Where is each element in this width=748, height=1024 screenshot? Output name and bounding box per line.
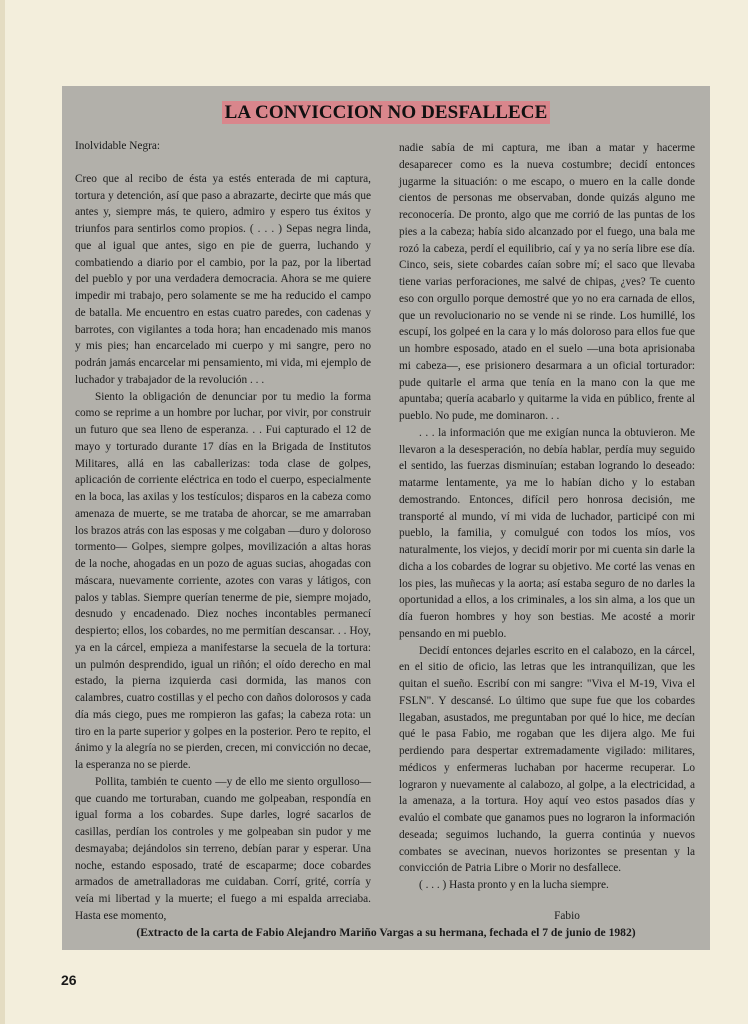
page-edge bbox=[0, 0, 5, 1024]
paragraph: Creo que al recibo de ésta ya estés enterada de mi captura, tortura y detención, así que paso a abrazarte, decirte que más que antes y, siempre más, te quiero, admiro y espero tus éxitos y triunfos para sentirlos como propios. ( . . . ) Sepas negra linda, que al igual que antes, sigo en pie de guerra, luchando y combatiendo a diario por el cambio, por la paz, por la libertad del pueblo y por una verdadera democracia. Ahora se me quiere impedir mi trabajo, pero solamente se me ha reducido el campo de batalla. Me encuentro en estas cuatro paredes, con cadenas y barrotes, con vigilantes a toda hora; han encadenado mis manos y mis pies; han encarcelado mi cuerpo y mi sangre, pero no podrán jamás encarcelar mi pensamiento, mi vida, mi ejemplo de luchador y trabajador de la revolución . . . bbox=[75, 172, 371, 386]
paragraph: . . . la información que me exigían nunca la obtuvieron. Me llevaron a la desesperación, no debía hablar, perdía muy seguido el sentido, las fuerzas disminuían; estaban logrando lo deseado: matarme lentamente, ya me lo habían dicho y lo estaban demostrando. Entonces, difícil pero honrosa decisión, me transporté al mundo, ví mi vida de luchador, participé con mi pueblo, la familia, y comulgué con todos los míos, vos naturalmente, los viejos, y decidí morir por mi cuenta sin darle la dicha a los cobardes de lograr su objetivo. Me corté las venas en los pies, las muñecas y la aorta; así estaba seguro de no darles la oportunidad a ellos, a los criminales, a los sin alma, a los que un día fueron hombres y hoy son bestias. Me acosté a morir pensando en mi pueblo. bbox=[399, 426, 695, 640]
signature: Fabio bbox=[554, 909, 580, 922]
paragraph: Pollita, también te cuento —y de ello me siento orgulloso— que cuando me torturaban, cuando me golpeaban, respondía en igual forma a los cobardes. Supe darles, logré sacarlos de casillas, perdían los controles y me golpeaban sin pudor y me desmayaba; dejándolos sin terreno, debían parar y esperar. Una noche, estando esposado, traté de escaparme; doce cobardes armados de ametralladoras me cuidaban. Corrí, grité, corría y veía mi libertad y la muerte; el fuego a mi espalda arreciaba. Hasta ese momento, bbox=[75, 775, 371, 922]
left-column bbox=[75, 138, 371, 925]
article-title-text: LA CONVICCION NO DESFALLECE bbox=[222, 101, 551, 124]
article-panel bbox=[62, 86, 710, 950]
salutation: Inolvidable Negra: bbox=[75, 140, 161, 152]
paragraph: ( . . . ) Hasta pronto y en la lucha siempre. bbox=[419, 879, 609, 891]
right-column bbox=[399, 140, 695, 925]
paragraph: nadie sabía de mi captura, me iban a matar y hacerme desaparecer como es la nueva costumbre; decidí entonces jugarme la situación: o me escapo, o muero en la calle donde cientos de personas me observaban, donde quizás alguno me reconocería. De pronto, algo que me corrió de las puntas de los pies a la cabeza; había sido alcanzado por el fuego, una bala me rozó la cabeza, perdí el equilibrio, caí y ya no sería libre ese día. Cinco, seis, siete cobardes caían sobre mí; el saco que llevaba tiene varias perforaciones, me salvé de chipas, ¿ves? Te cuento eso con orgullo porque demostré que yo no era carnada de ellos, que un revolucionario no se vende ni se rinde. Los humillé, los escupí, los golpeé en la cara y lo más doloroso para ellos fue que un hombre esposado, atado en el suelo —una bota aprisionaba mi cabeza—, ese prisionero desarmara a un oficial torturador: pude quitarle el arma que tenía en la mano con la que me apuntaba; quería acabarlo y quitarme la vida en público, frente al pueblo. No pude, me dominaron. . . bbox=[399, 142, 695, 422]
paragraph: Decidí entonces dejarles escrito en el calabozo, en la cárcel, en el sitio de oficio, las letras que les intranquilizan, que les quitan el sueño. Escribí con mi sangre: "Viva el M-19, Viva el FSLN". Y descansé. Lo último que supe fue que los cobardes llegaban, asustados, me preguntaban por qué lo hice, me decían qué le pasa Fabio, me rogaban que les dijera algo. Me fui perdiendo para despertar extremadamente vigilado: militares, médicos y enfermeras luchaban por hacerme recuperar. Lo lograron y nuevamente al calabozo, al golpe, a la electricidad, a la amenaza, a la tortura. Hoy aquí veo estos pasados días y evalúo el combate que ganamos pues no lograron la información deseada; seguimos luchando, la guerra continúa y nuevos combates se avecinan, nuevos horizontes se presentan y la convicción de Patria Libre o Morir no desfallece. bbox=[399, 644, 695, 875]
article-title bbox=[62, 102, 710, 124]
page-number: 26 bbox=[61, 972, 77, 988]
source-note: (Extracto de la carta de Fabio Alejandro Mariño Vargas a su hermana, fechada el 7 de junio de 1982) bbox=[136, 926, 636, 939]
paragraph: Siento la obligación de denunciar por tu medio la forma como se reprime a un hombre por luchar, por vivir, por construir un futuro que sea lleno de esperanza. . . Fui capturado el 12 de mayo y torturado durante 17 días en la Brigada de Institutos Militares, allá en las caballerizas: toda clase de golpes, aplicación de corriente eléctrica en todo el cuerpo, especialmente en la boca, las axilas y los testículos; disparos en la cabeza como amenaza de muerte, se me trataba de ahorcar, se me amarraban los brazos atrás con las esposas y me colgaban —duro y doloroso tormento— Golpes, siempre golpes, movilización a altas horas de la noche, ahogadas en un pozo de aguas sucias, ahogadas con máscara, nuevamente corriente, azotes con varas y látigos, con palos y tablas. Siempre querían tenerme de pie, siempre mojado, desnudo y encadenado. Diez noches incontables permanecí despierto; ellos, los cobardes, no me permitían descansar. . . Hoy, ya en la cárcel, empieza a manifestarse la secuela de la tortura: un pulmón desprendido, igual un riñón; el oído derecho en mal estado, la pierna izquierda casi dormida, las manos con calambres, cuatro costillas y el pecho con daños dolorosos y cada día más ciego, pues me rompieron las gafas; la cabeza rota: un tiro en la parte superior y golpes en la posterior. Pero te repito, el ánimo y la alegría no se pierden, crecen, mi convicción no decae, la esperanza no se pierde. bbox=[75, 390, 371, 771]
